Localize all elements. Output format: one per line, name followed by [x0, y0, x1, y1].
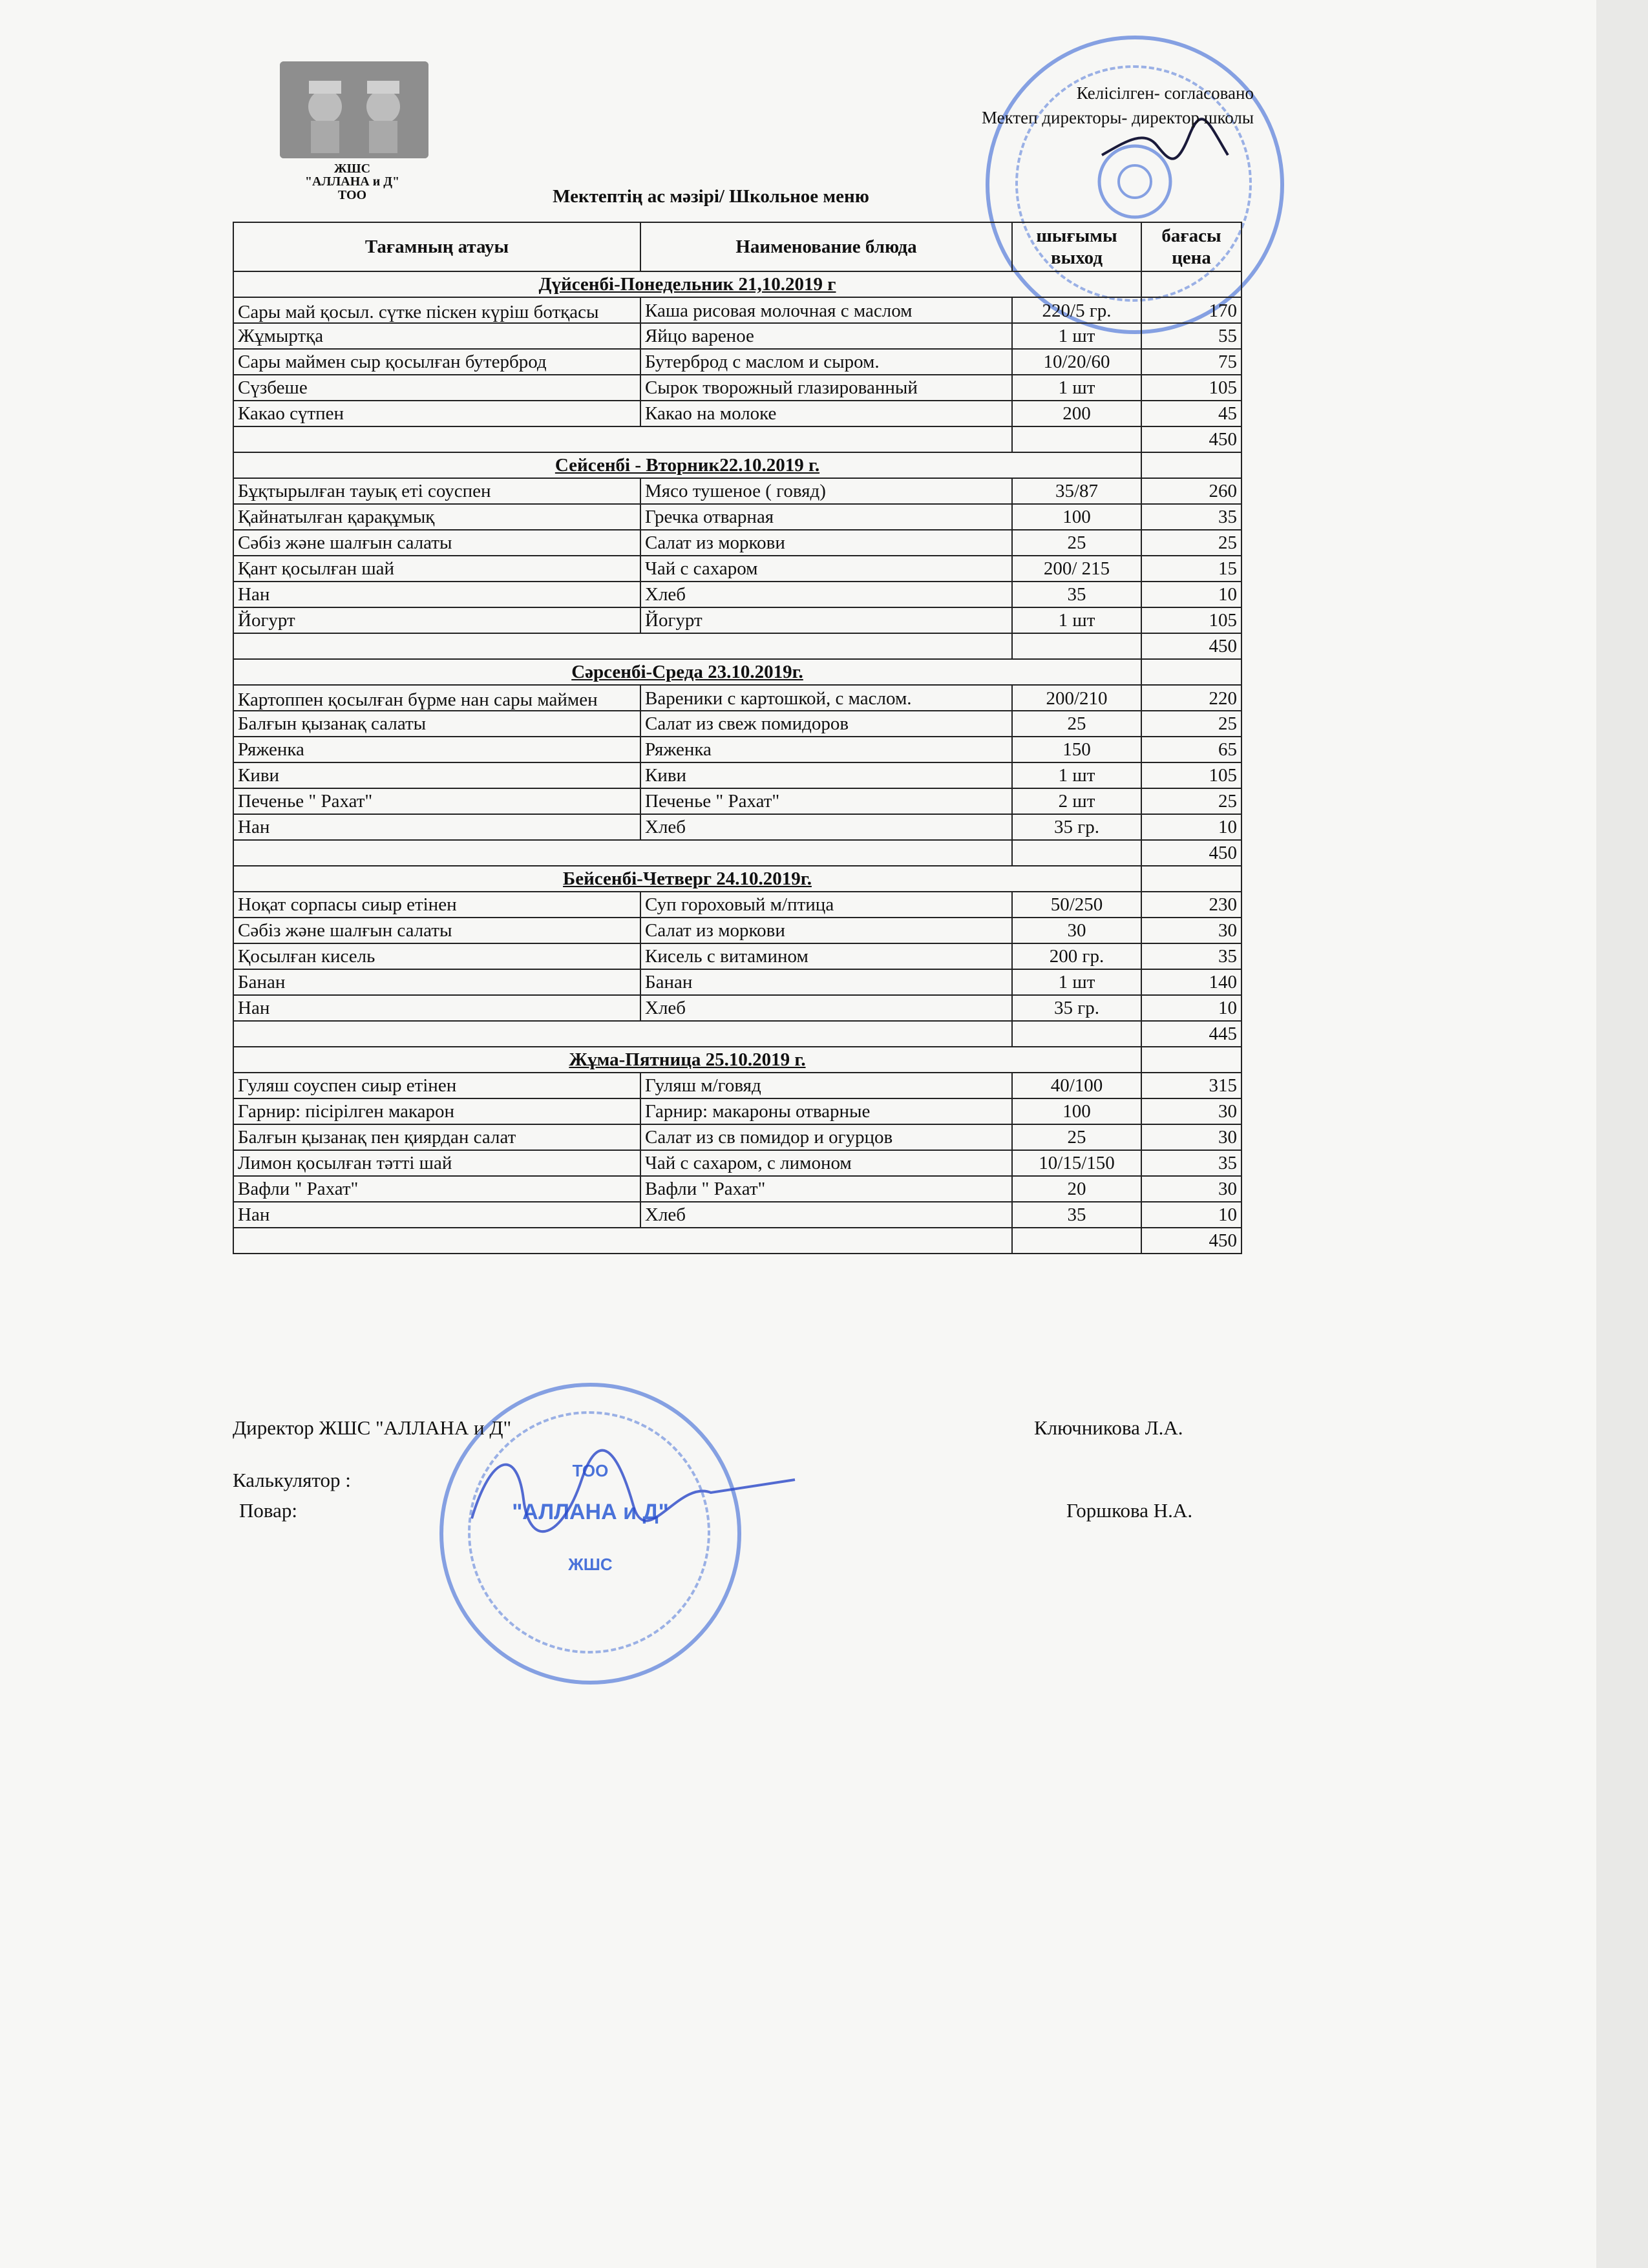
empty-cell — [233, 1228, 1012, 1254]
dish-output: 30 — [1012, 918, 1141, 943]
dish-name-ru: Салат из св помидор и огурцов — [640, 1124, 1012, 1150]
menu-row — [233, 737, 1241, 762]
day-heading-row — [233, 659, 1241, 685]
dish-price: 35 — [1141, 943, 1241, 969]
dish-price: 260 — [1141, 478, 1241, 504]
dish-output: 25 — [1012, 530, 1141, 556]
dish-name-kz: Гуляш соуспен сиыр етінен — [233, 1073, 640, 1098]
dish-price: 230 — [1141, 892, 1241, 918]
dish-name-ru: Сырок творожный глазированный — [640, 375, 1012, 401]
dish-name-ru: Гуляш м/говяд — [640, 1073, 1012, 1098]
empty-cell — [1012, 840, 1141, 866]
dish-output: 35 гр. — [1012, 995, 1141, 1021]
day-heading-row — [233, 866, 1241, 892]
day-total: 450 — [1141, 1228, 1241, 1254]
menu-row — [233, 478, 1241, 504]
day-total: 450 — [1141, 426, 1241, 452]
day-heading: Жұма-Пятница 25.10.2019 г. — [233, 1047, 1141, 1073]
dish-output: 100 — [1012, 504, 1141, 530]
dish-output: 35 — [1012, 582, 1141, 607]
dish-price: 25 — [1141, 711, 1241, 737]
dish-name-kz: Балғын қызанақ салаты — [233, 711, 640, 737]
dish-name-kz: Балғын қызанақ пен қиярдан салат — [233, 1124, 640, 1150]
menu-row — [233, 995, 1241, 1021]
menu-row — [233, 1150, 1241, 1176]
dish-name-kz: Нан — [233, 1202, 640, 1228]
dish-name-kz: Картоппен қосылған бүрме нан сары маймен — [233, 685, 640, 711]
dish-name-kz: Лимон қосылған тәтті шай — [233, 1150, 640, 1176]
dish-output: 40/100 — [1012, 1073, 1141, 1098]
dish-name-ru: Хлеб — [640, 814, 1012, 840]
menu-row — [233, 711, 1241, 737]
menu-row — [233, 349, 1241, 375]
dish-name-ru: Какао на молоке — [640, 401, 1012, 426]
menu-row — [233, 892, 1241, 918]
director-signature-bottom — [465, 1441, 801, 1551]
menu-row — [233, 607, 1241, 633]
dish-price: 30 — [1141, 918, 1241, 943]
menu-table — [233, 222, 1242, 1254]
menu-row — [233, 969, 1241, 995]
menu-row — [233, 685, 1241, 711]
header-kz-name: Тағамның атауы — [233, 222, 640, 271]
table-header-row — [233, 222, 1241, 271]
dish-name-ru: Печенье " Рахат" — [640, 788, 1012, 814]
menu-row — [233, 918, 1241, 943]
menu-row — [233, 323, 1241, 349]
director-name: Ключникова Л.А. — [1034, 1416, 1183, 1439]
header-price — [1141, 222, 1241, 271]
dish-name-kz: Гарнир: пісірілген макарон — [233, 1098, 640, 1124]
dish-name-ru: Вареники с картошкой, с маслом. — [640, 685, 1012, 711]
empty-cell — [233, 1021, 1012, 1047]
menu-row — [233, 530, 1241, 556]
company-logo — [262, 61, 443, 200]
menu-body — [233, 271, 1241, 1254]
day-heading: Бейсенбі-Четверг 24.10.2019г. — [233, 866, 1141, 892]
day-total: 450 — [1141, 840, 1241, 866]
dish-name-kz: Вафли " Рахат" — [233, 1176, 640, 1202]
menu-row — [233, 297, 1241, 323]
dish-price: 25 — [1141, 788, 1241, 814]
dish-output: 100 — [1012, 1098, 1141, 1124]
dish-name-kz: Сәбіз және шалғын салаты — [233, 530, 640, 556]
dish-name-kz: Ряженка — [233, 737, 640, 762]
day-total-row — [233, 1228, 1241, 1254]
dish-name-ru: Бутерброд с маслом и сыром. — [640, 349, 1012, 375]
dish-price: 15 — [1141, 556, 1241, 582]
dish-name-kz: Печенье " Рахат" — [233, 788, 640, 814]
dish-name-ru: Кисель с витамином — [640, 943, 1012, 969]
dish-price: 105 — [1141, 607, 1241, 633]
dish-name-kz: Сүзбеше — [233, 375, 640, 401]
approval-block — [982, 81, 1254, 130]
dish-name-kz: Сәбіз және шалғын салаты — [233, 918, 640, 943]
dish-price: 140 — [1141, 969, 1241, 995]
dish-price: 10 — [1141, 1202, 1241, 1228]
page-title: Мектептің ас мәзірі/ Школьное меню — [553, 186, 869, 207]
empty-cell — [1141, 659, 1241, 685]
dish-output: 200 гр. — [1012, 943, 1141, 969]
dish-name-ru: Мясо тушеное ( говяд) — [640, 478, 1012, 504]
stamp-text-3: ЖШС — [568, 1555, 613, 1574]
dish-name-kz: Қант қосылған шай — [233, 556, 640, 582]
dish-output: 35 — [1012, 1202, 1141, 1228]
dish-name-kz: Йогурт — [233, 607, 640, 633]
cook-label: Повар: — [239, 1499, 297, 1522]
empty-cell — [1141, 452, 1241, 478]
day-heading-row — [233, 1047, 1241, 1073]
menu-row — [233, 556, 1241, 582]
dish-name-ru: Чай с сахаром, с лимоном — [640, 1150, 1012, 1176]
dish-price: 25 — [1141, 530, 1241, 556]
dish-price: 55 — [1141, 323, 1241, 349]
dish-output: 35 гр. — [1012, 814, 1141, 840]
dish-name-kz: Бұқтырылған тауық еті соуспен — [233, 478, 640, 504]
dish-output: 35/87 — [1012, 478, 1141, 504]
calculator-label: Калькулятор : — [233, 1469, 351, 1491]
dish-output: 25 — [1012, 1124, 1141, 1150]
menu-row — [233, 1202, 1241, 1228]
stamp-text-1: ТОО — [572, 1461, 609, 1480]
dish-name-ru: Ряженка — [640, 737, 1012, 762]
dish-output: 20 — [1012, 1176, 1141, 1202]
dish-name-ru: Йогурт — [640, 607, 1012, 633]
menu-row — [233, 1124, 1241, 1150]
dish-output: 1 шт — [1012, 762, 1141, 788]
day-heading: Сейсенбі - Вторник22.10.2019 г. — [233, 452, 1141, 478]
dish-price: 105 — [1141, 375, 1241, 401]
dish-output: 150 — [1012, 737, 1141, 762]
empty-cell — [1012, 426, 1141, 452]
day-total-row — [233, 1021, 1241, 1047]
dish-name-kz: Банан — [233, 969, 640, 995]
empty-cell — [233, 426, 1012, 452]
dish-name-ru: Вафли " Рахат" — [640, 1176, 1012, 1202]
menu-row — [233, 401, 1241, 426]
dish-output: 1 шт — [1012, 323, 1141, 349]
header-qty-bottom: выход — [1050, 247, 1103, 268]
approval-line-1: Келісілген- согласовано — [1076, 83, 1254, 103]
logo-text-1: ЖШС — [333, 162, 371, 176]
dish-name-ru: Хлеб — [640, 582, 1012, 607]
dish-price: 35 — [1141, 504, 1241, 530]
empty-cell — [1141, 866, 1241, 892]
header-price-top: бағасы — [1161, 226, 1221, 246]
empty-cell — [1141, 1047, 1241, 1073]
dish-output: 1 шт — [1012, 969, 1141, 995]
dish-name-kz: Қосылған кисель — [233, 943, 640, 969]
dish-name-ru: Гречка отварная — [640, 504, 1012, 530]
dish-name-ru: Хлеб — [640, 995, 1012, 1021]
dish-output: 25 — [1012, 711, 1141, 737]
dish-name-ru: Яйцо вареное — [640, 323, 1012, 349]
menu-row — [233, 1073, 1241, 1098]
dish-price: 315 — [1141, 1073, 1241, 1098]
logo-text-2: "АЛЛАНА и Д" — [304, 174, 400, 189]
menu-row — [233, 1098, 1241, 1124]
empty-cell — [1012, 1228, 1141, 1254]
dish-output: 50/250 — [1012, 892, 1141, 918]
menu-row — [233, 788, 1241, 814]
dish-name-kz: Нан — [233, 995, 640, 1021]
scan-edge — [1596, 0, 1648, 2268]
dish-price: 10 — [1141, 814, 1241, 840]
header-qty-top: шығымы — [1036, 226, 1117, 246]
empty-cell — [1012, 633, 1141, 659]
dish-name-ru: Гарнир: макароны отварные — [640, 1098, 1012, 1124]
day-heading-row — [233, 271, 1241, 297]
dish-name-ru: Салат из моркови — [640, 918, 1012, 943]
dish-name-kz: Жұмыртқа — [233, 323, 640, 349]
day-total: 445 — [1141, 1021, 1241, 1047]
dish-output: 1 шт — [1012, 607, 1141, 633]
dish-price: 105 — [1141, 762, 1241, 788]
day-heading: Дүйсенбі-Понедельник 21,10.2019 г — [233, 271, 1141, 297]
dish-name-kz: Нан — [233, 582, 640, 607]
dish-price: 10 — [1141, 995, 1241, 1021]
dish-price: 45 — [1141, 401, 1241, 426]
dish-output: 2 шт — [1012, 788, 1141, 814]
dish-output: 10/20/60 — [1012, 349, 1141, 375]
menu-row — [233, 375, 1241, 401]
dish-name-kz: Қайнатылған қарақұмық — [233, 504, 640, 530]
dish-name-kz: Сары маймен сыр қосылған бутерброд — [233, 349, 640, 375]
menu-row — [233, 814, 1241, 840]
empty-cell — [233, 633, 1012, 659]
header-qty — [1012, 222, 1141, 271]
dish-name-kz: Сары май қосыл. сүтке піскен күріш ботқасы — [233, 297, 640, 323]
dish-name-ru: Киви — [640, 762, 1012, 788]
director-label: Директор ЖШС "АЛЛАНА и Д" — [233, 1416, 512, 1439]
stamp-text-2: "АЛЛАНА и Д" — [512, 1500, 669, 1524]
menu-row — [233, 762, 1241, 788]
menu-row — [233, 504, 1241, 530]
dish-output: 220/5 гр. — [1012, 297, 1141, 323]
dish-name-ru: Чай с сахаром — [640, 556, 1012, 582]
dish-price: 35 — [1141, 1150, 1241, 1176]
header-ru-name: Наименование блюда — [640, 222, 1012, 271]
dish-name-ru: Банан — [640, 969, 1012, 995]
menu-row — [233, 943, 1241, 969]
empty-cell — [1141, 271, 1241, 297]
dish-price: 65 — [1141, 737, 1241, 762]
dish-output: 200/210 — [1012, 685, 1141, 711]
day-total: 450 — [1141, 633, 1241, 659]
day-total-row — [233, 840, 1241, 866]
dish-name-kz: Нан — [233, 814, 640, 840]
dish-price: 75 — [1141, 349, 1241, 375]
dish-name-ru: Салат из свеж помидоров — [640, 711, 1012, 737]
dish-name-ru: Салат из моркови — [640, 530, 1012, 556]
dish-name-ru: Каша рисовая молочная с маслом — [640, 297, 1012, 323]
dish-price: 30 — [1141, 1176, 1241, 1202]
header-price-bottom: цена — [1172, 247, 1211, 268]
empty-cell — [1012, 1021, 1141, 1047]
logo-text-3: ТОО — [337, 188, 367, 202]
day-heading: Сәрсенбі-Среда 23.10.2019г. — [233, 659, 1141, 685]
dish-name-ru: Хлеб — [640, 1202, 1012, 1228]
approval-line-2: Мектеп директоры- директор школы — [981, 108, 1254, 127]
cook-name: Горшкова Н.А. — [1066, 1499, 1193, 1522]
day-heading-row — [233, 452, 1241, 478]
dish-name-kz: Какао сүтпен — [233, 401, 640, 426]
menu-row — [233, 582, 1241, 607]
dish-output: 200/ 215 — [1012, 556, 1141, 582]
empty-cell — [233, 840, 1012, 866]
dish-name-kz: Ноқат сорпасы сиыр етінен — [233, 892, 640, 918]
logo-image — [280, 61, 428, 158]
dish-price: 170 — [1141, 297, 1241, 323]
dish-price: 10 — [1141, 582, 1241, 607]
dish-price: 220 — [1141, 685, 1241, 711]
dish-price: 30 — [1141, 1124, 1241, 1150]
dish-name-kz: Киви — [233, 762, 640, 788]
dish-output: 1 шт — [1012, 375, 1141, 401]
dish-price: 30 — [1141, 1098, 1241, 1124]
dish-name-ru: Суп гороховый м/птица — [640, 892, 1012, 918]
day-total-row — [233, 633, 1241, 659]
dish-output: 200 — [1012, 401, 1141, 426]
day-total-row — [233, 426, 1241, 452]
menu-row — [233, 1176, 1241, 1202]
dish-output: 10/15/150 — [1012, 1150, 1141, 1176]
